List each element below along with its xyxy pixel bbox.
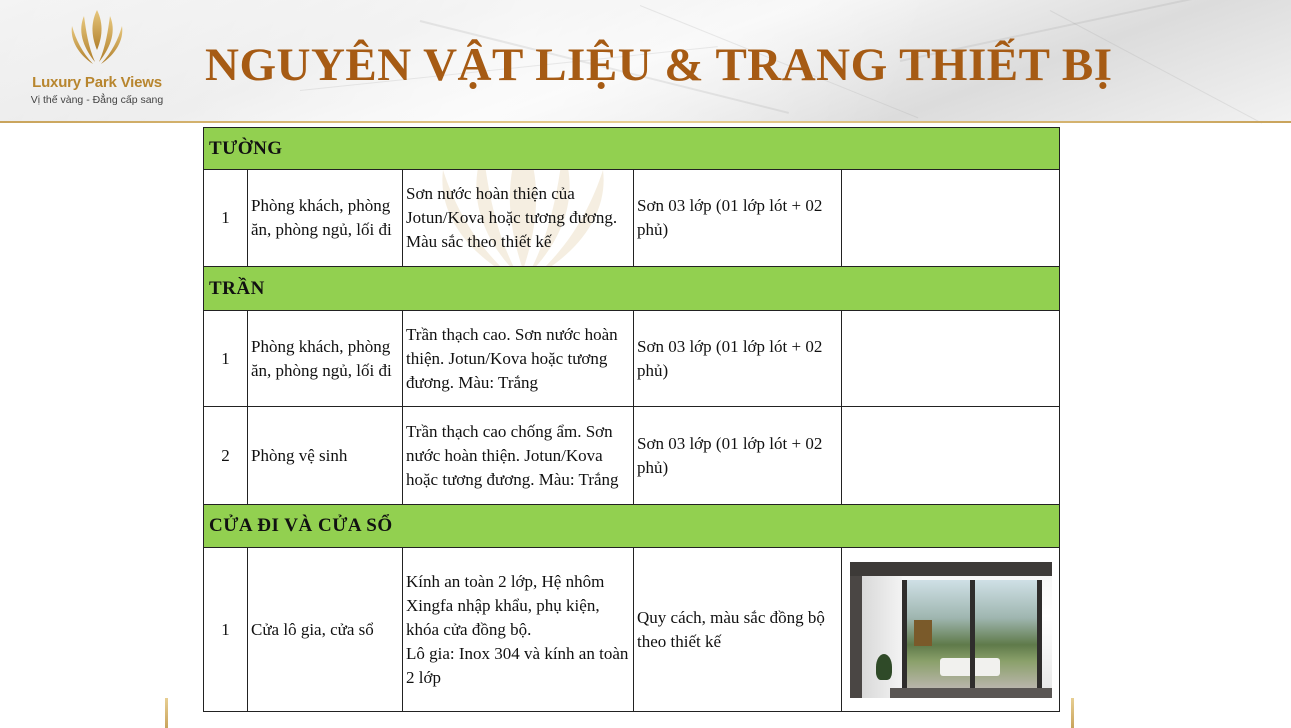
image-cell: [842, 548, 1060, 712]
brand-name: Luxury Park Views: [32, 74, 162, 91]
material-cell: Kính an toàn 2 lớp, Hệ nhôm Xingfa nhập khẩu, phụ kiện, khóa cửa đồng bộ. Lô gia: Inox 304 và kính an toàn 2 lớp: [403, 548, 634, 712]
brand-logo: [22, 6, 172, 114]
left-gold-accent: [165, 698, 168, 728]
spec-cell: Sơn 03 lớp (01 lớp lót + 02 phủ): [634, 407, 842, 505]
brand-tagline: Vị thế vàng - Đẳng cấp sang: [30, 94, 164, 106]
sliding-door-photo: [850, 562, 1052, 698]
spec-cell: Sơn 03 lớp (01 lớp lót + 02 phủ): [634, 170, 842, 267]
area-cell: Cửa lô gia, cửa sổ: [248, 548, 403, 712]
table-row: [204, 548, 1060, 712]
row-number: 1: [204, 311, 248, 407]
image-cell: [842, 407, 1060, 505]
row-number: 2: [204, 407, 248, 505]
right-gold-accent: [1071, 698, 1074, 728]
material-cell: Trần thạch cao. Sơn nước hoàn thiện. Jotun/Kova hoặc tương đương. Màu: Trắng: [403, 311, 634, 407]
spec-cell: Quy cách, màu sắc đồng bộ theo thiết kế: [634, 548, 842, 712]
header-divider: [0, 121, 1291, 123]
leaf-logo-icon: [62, 6, 132, 68]
area-cell: Phòng vệ sinh: [248, 407, 403, 505]
section-header-row: [204, 128, 1060, 170]
page-title: NGUYÊN VẬT LIỆU & TRANG THIẾT BỊ: [205, 39, 1113, 91]
spec-cell: Sơn 03 lớp (01 lớp lót + 02 phủ): [634, 311, 842, 407]
table-row: [204, 170, 1060, 267]
material-cell: Trần thạch cao chống ẩm. Sơn nước hoàn thiện. Jotun/Kova hoặc tương đương. Màu: Trắng: [403, 407, 634, 505]
image-cell: [842, 170, 1060, 267]
section-title-wall: TƯỜNG: [204, 128, 1060, 170]
section-title-ceiling: TRẦN: [204, 267, 1060, 311]
area-cell: Phòng khách, phòng ăn, phòng ngủ, lối đi: [248, 311, 403, 407]
materials-table: [203, 127, 1060, 712]
image-cell: [842, 311, 1060, 407]
row-number: 1: [204, 548, 248, 712]
section-title-doors: CỬA ĐI VÀ CỬA SỔ: [204, 505, 1060, 548]
table-row: [204, 407, 1060, 505]
row-number: 1: [204, 170, 248, 267]
material-cell: Sơn nước hoàn thiện của Jotun/Kova hoặc tương đương. Màu sắc theo thiết kế: [403, 170, 634, 267]
area-cell: Phòng khách, phòng ăn, phòng ngủ, lối đi: [248, 170, 403, 267]
section-header-row: [204, 505, 1060, 548]
materials-table-wrapper: [203, 127, 1060, 712]
table-row: [204, 311, 1060, 407]
section-header-row: [204, 267, 1060, 311]
header-banner: [0, 0, 1291, 122]
